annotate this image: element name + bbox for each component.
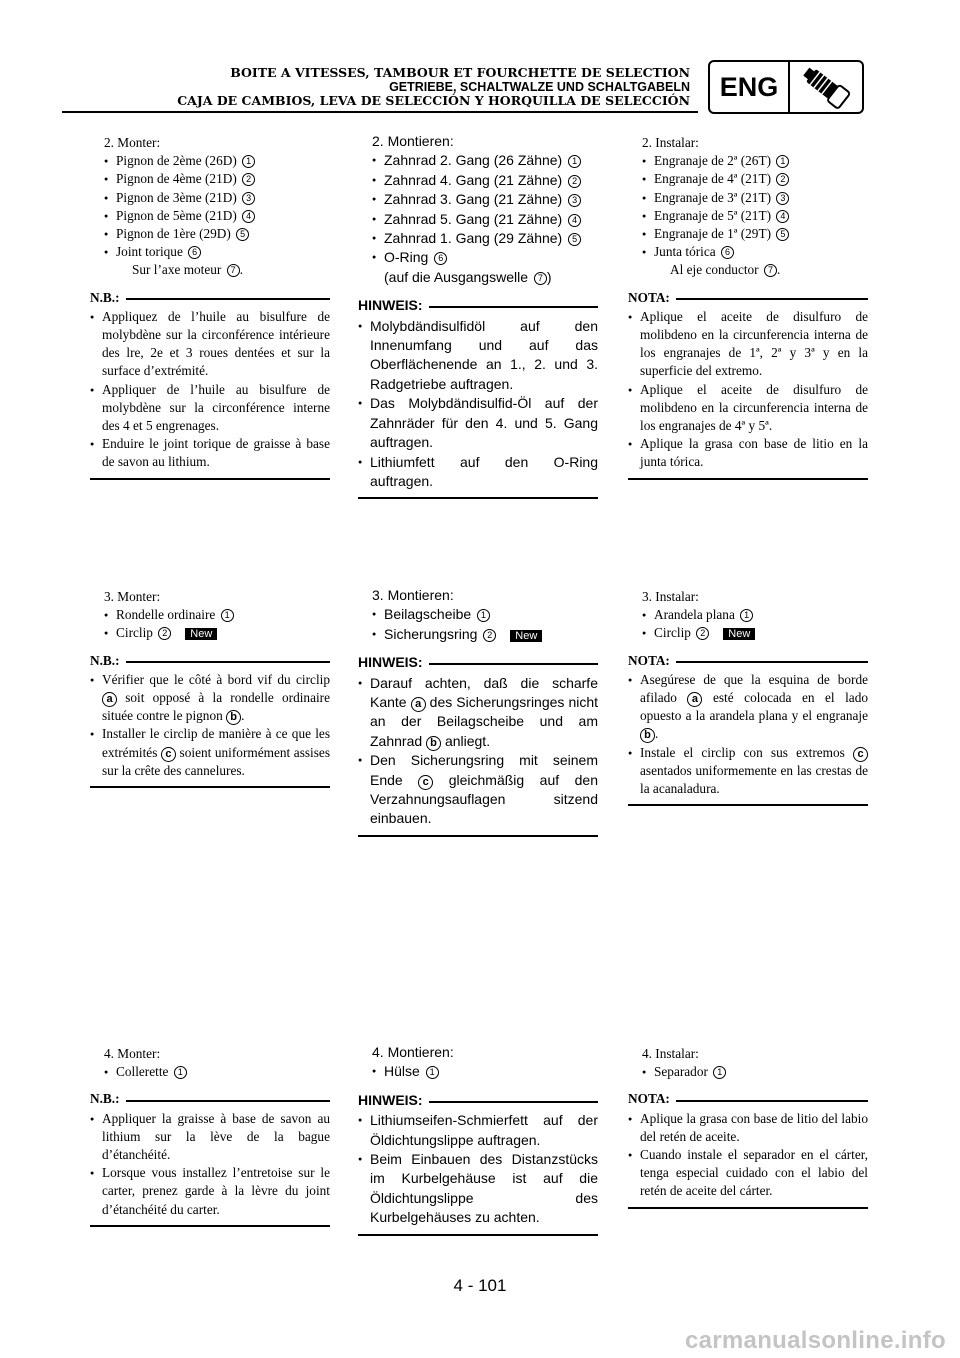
step-title: 4. Instalar: [642, 1046, 699, 1061]
header-rule [62, 111, 698, 113]
callout-7: 7 [534, 272, 547, 285]
callout-4: 4 [568, 214, 581, 227]
step-title: 4. Monter: [104, 1046, 161, 1061]
callout-5: 5 [236, 228, 249, 241]
callout-1: 1 [568, 155, 581, 168]
note-item: ● Lithiumseifen-Schmierfett auf der Öldichtungslippe auftragen. [358, 1111, 598, 1150]
es-step-2 [628, 134, 868, 480]
badge-label: ENG [710, 62, 790, 112]
note-item: ● Asegúrese de que la esquina de borde afilado a esté colocada en el lado opuesto a la arandela plana y el engranaje b . [628, 671, 868, 744]
callout-2: 2 [242, 173, 255, 186]
header-title-es: CAJA DE CAMBIOS, LEVA DE SELECCIÓN Y HORQUILLA DE SELECCIÓN [177, 93, 690, 108]
list-item: ● Arandela plana 1 [628, 606, 868, 624]
list-item: ● Hülse 1 [358, 1062, 598, 1081]
callout-1: 1 [740, 609, 753, 622]
callout-4: 4 [242, 210, 255, 223]
note-header: N.B.: [90, 289, 330, 307]
list-item: ● Junta tórica 6 [628, 243, 868, 261]
note-item: ● Beim Einbauen des Distanzstücks im Kurbelgehäuse ist auf die Öldichtungslippe des Kurbelgehäuses zu achten. [358, 1150, 598, 1228]
note-header: N.B.: [90, 652, 330, 670]
note-item: ● Instale el circlip con sus extremos c asentados uniformemente en las crestas de la acanaladura. [628, 744, 868, 799]
step-title: 4. Montieren: [372, 1044, 454, 1060]
callout-2: 2 [158, 627, 171, 640]
list-item: ● Pignon de 1ère (29D) 5 [90, 225, 330, 243]
list-item: ● Zahnrad 1. Gang (29 Zähne) 5 [358, 229, 598, 248]
de-step-4 [358, 1043, 598, 1236]
note-item: ● Appliquez de l’huile au bisulfure de molybdène sur la circonférence intérieure des lre, 2e et 3 roues dentées et sur la surface d’extrémité. [90, 308, 330, 381]
callout-1: 1 [776, 155, 789, 168]
note-end-rule [358, 1234, 598, 1236]
callout-c: c [161, 747, 176, 762]
list-item: ● Pignon de 5ème (21D) 4 [90, 207, 330, 225]
list-item: ● Circlip 2 New [628, 624, 868, 642]
callout-4: 4 [776, 210, 789, 223]
callout-5: 5 [568, 233, 581, 246]
note-item: ● Appliquer de l’huile au bisulfure de molybdène sur la circonférence interne des 4 et 5 engrenages. [90, 381, 330, 436]
callout-3: 3 [776, 192, 789, 205]
list-subline: (auf die Ausgangswelle 7 ) [384, 268, 552, 285]
list-item: ● Engranaje de 3ª (21T) 3 [628, 189, 868, 207]
callout-1: 1 [221, 609, 234, 622]
new-badge: New [723, 628, 755, 640]
fr-step-2 [90, 134, 330, 480]
note-item: ● Aplique la grasa con base de litio en la junta tórica. [628, 435, 868, 471]
callout-b: b [226, 710, 241, 725]
list-item: ● Sicherungsring 2 New [358, 625, 598, 644]
de-step-3 [358, 586, 598, 837]
callout-1: 1 [713, 1066, 726, 1079]
fr-step-4 [90, 1045, 330, 1227]
list-item: ● O-Ring 6 [358, 248, 598, 267]
callout-3: 3 [242, 192, 255, 205]
note-header: NOTA: [628, 289, 868, 307]
list-item: ● Engranaje de 5ª (21T) 4 [628, 207, 868, 225]
step-title: 2. Instalar: [642, 135, 699, 150]
note-header: N.B.: [90, 1090, 330, 1108]
note-end-rule [628, 1207, 868, 1209]
note-header: HINWEIS: [358, 1091, 598, 1110]
list-subline: Sur l’axe moteur 7 . [132, 262, 244, 278]
callout-6: 6 [721, 246, 734, 259]
new-badge: New [510, 630, 542, 642]
list-item: ● Separador 1 [628, 1063, 868, 1081]
callout-7: 7 [227, 264, 240, 277]
list-item: ● Pignon de 3ème (21D) 3 [90, 189, 330, 207]
callout-3: 3 [568, 194, 581, 207]
list-item: ● Engranaje de 2ª (26T) 1 [628, 152, 868, 170]
step-title: 3. Montieren: [372, 587, 454, 603]
list-item: ● Zahnrad 3. Gang (21 Zähne) 3 [358, 190, 598, 209]
callout-b: b [426, 736, 441, 751]
note-item: ● Molybdändisulfidöl auf den Innenumfang und auf das Oberflächenende an 1., 2. und 3. Radgetriebe auftragen. [358, 317, 598, 395]
watermark: carmanualsonline.info [684, 1327, 946, 1354]
list-item: ● Zahnrad 5. Gang (21 Zähne) 4 [358, 210, 598, 229]
callout-b: b [640, 728, 655, 743]
note-item: ● Lithiumfett auf den O-Ring auftragen. [358, 453, 598, 492]
list-item: ● Zahnrad 4. Gang (21 Zähne) 2 [358, 171, 598, 190]
callout-c: c [853, 747, 868, 762]
es-step-4 [628, 1045, 868, 1209]
callout-a: a [687, 692, 702, 707]
callout-2: 2 [568, 175, 581, 188]
new-badge: New [185, 628, 217, 640]
note-item: ● Darauf achten, daß die scharfe Kante a des Sicherungsringes nicht an der Beilagscheibe und am Zahnrad b anliegt. [358, 674, 598, 752]
list-item: ● Rondelle ordinaire 1 [90, 606, 330, 624]
callout-c: c [418, 775, 433, 790]
callout-a: a [411, 697, 426, 712]
callout-2: 2 [696, 627, 709, 640]
note-item: ● Cuando instale el separador en el cárter, tenga especial cuidado con el labio del retén de aceite del cárter. [628, 1146, 868, 1201]
note-end-rule [90, 1225, 330, 1227]
callout-7: 7 [764, 264, 777, 277]
note-item: ● Aplique el aceite de disulfuro de molibdeno en la circunferencia interna de los engranajes de 1ª, 2ª y 3ª y en la superficie del extremo. [628, 308, 868, 381]
list-item: ● Collerette 1 [90, 1063, 330, 1081]
callout-2: 2 [776, 173, 789, 186]
callout-a: a [102, 692, 117, 707]
list-item: ● Circlip 2 New [90, 624, 330, 642]
header-title-de: GETRIEBE, SCHALTWALZE UND SCHALTGABELN [389, 80, 690, 94]
callout-5: 5 [776, 228, 789, 241]
de-step-2 [358, 132, 598, 499]
section-badge [708, 60, 864, 114]
step-title: 2. Monter: [104, 135, 161, 150]
note-header: HINWEIS: [358, 653, 598, 672]
callout-1: 1 [174, 1066, 187, 1079]
engine-wrench-icon [790, 62, 862, 112]
list-item: ● Zahnrad 2. Gang (26 Zähne) 1 [358, 151, 598, 170]
callout-1: 1 [426, 1066, 439, 1079]
note-item: ● Installer le circlip de manière à ce que les extrémités c soient uniformément assises sur la crête des cannelures. [90, 725, 330, 780]
es-step-3 [628, 588, 868, 806]
list-item: ● Beilagscheibe 1 [358, 605, 598, 624]
list-item: ● Engranaje de 1ª (29T) 5 [628, 225, 868, 243]
fr-step-3 [90, 588, 330, 788]
callout-1: 1 [242, 155, 255, 168]
note-item: ● Vérifier que le côté à bord vif du circlip a soit opposé à la rondelle ordinaire située contre le pignon b . [90, 671, 330, 726]
note-end-rule [358, 497, 598, 499]
note-item: ● Aplique el aceite de disulfuro de molibdeno en la circunferencia interna de los engranajes de 4ª y 5ª. [628, 381, 868, 436]
note-item: ● Den Sicherungsring mit seinem Ende c gleichmäßig auf den Verzahnungsauflagen sitzend einbauen. [358, 751, 598, 829]
callout-6: 6 [188, 246, 201, 259]
list-item: ● Pignon de 2ème (26D) 1 [90, 152, 330, 170]
note-end-rule [628, 478, 868, 480]
page-number: 4 - 101 [453, 1276, 507, 1295]
step-title: 2. Montieren: [372, 133, 454, 149]
step-title: 3. Monter: [104, 589, 161, 604]
note-end-rule [90, 786, 330, 788]
note-item: ● Aplique la grasa con base de litio del labio del retén de aceite. [628, 1110, 868, 1146]
callout-1: 1 [477, 609, 490, 622]
note-end-rule [628, 804, 868, 806]
note-item: ● Das Molybdändisulfid-Öl auf der Zahnräder für den 4. und 5. Gang auftragen. [358, 394, 598, 452]
list-item: ● Engranaje de 4ª (21T) 2 [628, 170, 868, 188]
note-end-rule [90, 478, 330, 480]
note-item: ● Lorsque vous installez l’entretoise sur le carter, prenez garde à la lèvre du joint d’étanchéité du carter. [90, 1164, 330, 1219]
list-subline: Al eje conductor 7 . [670, 262, 781, 278]
note-header: NOTA: [628, 1090, 868, 1108]
note-end-rule [358, 835, 598, 837]
callout-2: 2 [483, 629, 496, 642]
header-title-fr: BOITE A VITESSES, TAMBOUR ET FOURCHETTE DE SELECTION [230, 65, 690, 80]
step-title: 3. Instalar: [642, 589, 699, 604]
note-item: ● Enduire le joint torique de graisse à base de savon au lithium. [90, 435, 330, 471]
list-item: ● Joint torique 6 [90, 243, 330, 261]
section-header [177, 66, 690, 108]
note-item: ● Appliquer la graisse à base de savon au lithium sur la lève de la bague d’étanchéité. [90, 1110, 330, 1165]
callout-6: 6 [434, 252, 447, 265]
list-item: ● Pignon de 4ème (21D) 2 [90, 170, 330, 188]
note-header: HINWEIS: [358, 296, 598, 315]
note-header: NOTA: [628, 652, 868, 670]
